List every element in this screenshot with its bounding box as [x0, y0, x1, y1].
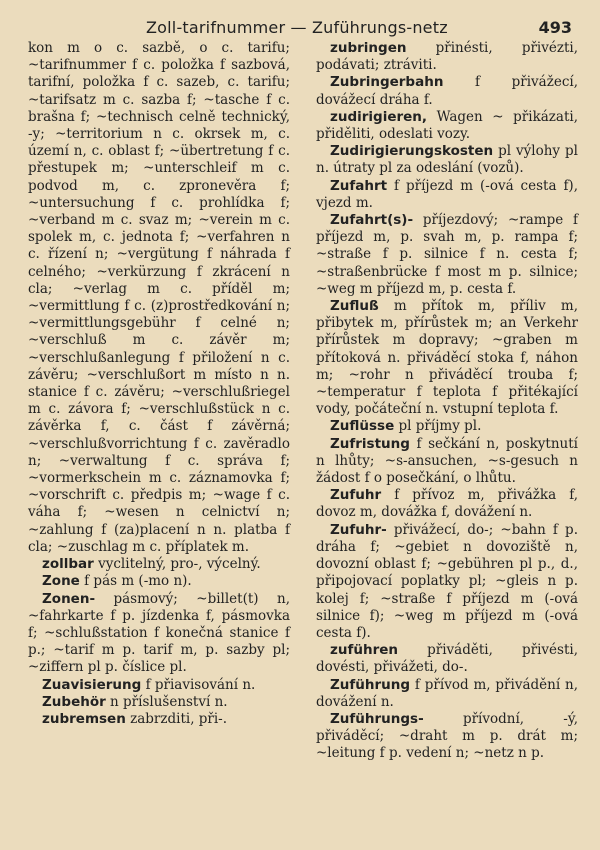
dictionary-entry [28, 711, 290, 728]
entry-text: přivážecí, do-; ~bahn f p. dráha f; ~gebiet n dovoziště n, dovozní oblast f; ~gebühren pl p., d., připojovací poplatky pl; ~gleis n p. kolej f; ~straße f příjezd m (-ová silnice f); ~weg m příjezd m (-ová cesta f). [316, 521, 578, 641]
right-column [316, 40, 578, 763]
entry-text: přívodní, -ý, přiváděcí; ~draht m p. drát m; ~leitung f p. vedení n; ~netz n p. [316, 710, 578, 762]
entry-text: f sečkání n, poskytnutí n lhůty; ~s-ansuchen, ~s-gesuch n žádost f o posečkání, o lhůtu. [316, 435, 578, 487]
entry-text: pásmový; ~billet(t) n, ~fahrkarte f p. jízdenka f, pásmovka f; ~schlußstation f konečná stanice f p.; ~tarif m p. tarif m, p. sazby pl; ~ziffern pl p. číslice pl. [28, 590, 290, 676]
entry-headword: zudirigieren, [330, 108, 428, 125]
entry-headword: Zuführung [330, 676, 411, 693]
page-number: 493 [538, 18, 572, 37]
dictionary-entry [316, 40, 578, 74]
entry-text: f pás m (-mo n). [79, 573, 192, 590]
entry-headword: Zufuhr- [330, 521, 387, 538]
entry-headword: Zufahrt(s)- [330, 212, 414, 229]
entry-headword: zubremsen [42, 710, 126, 727]
entry-text: f přiavisování n. [141, 676, 256, 693]
dictionary-entry [316, 522, 578, 642]
entry-text: f příjezd m (-ová cesta f), vjezd m. [316, 177, 578, 211]
entry-text: n příslušenství n. [105, 693, 228, 710]
entry-text: vyclitelný, pro-, výcelný. [93, 556, 261, 573]
entry-headword: Zubringerbahn [330, 74, 444, 91]
dictionary-entry [28, 677, 290, 694]
entry-headword: Zufuhr [330, 487, 382, 504]
entry-text: f přivážecí, dovážecí dráha f. [316, 74, 578, 108]
entry-headword: zubringen [330, 40, 407, 56]
left-column [28, 40, 290, 763]
dictionary-entry [316, 711, 578, 763]
entry-text: příjezdový; ~rampe f příjezd m, p. svah m, p. rampa f; ~straße f p. silnice f n. cesta f; ~straßenbrücke f most m p. silnice; ~weg m příjezd m, p. cesta f. [316, 212, 578, 297]
entry-text: kon m o c. sazbě, o c. tarifu; ~tarifnummer f c. položka f sazbová, tarifní, položka f c. sazeb, c. tarifu; ~tarifsatz m c. sazba f; ~tasche f c. brašna f; ~technisch celně technický, -y; ~territorium n c. okrsek m, c. území n, c. oblast f; ~übertretung f c. přestupek m; ~unterschleif m c. podvod m, c. zpronevěra f; ~untersuchung f c. prohlídka f; ~verband m c. svaz m; ~verein m c. spolek m, c. jednota f; ~verfahren n c. řízení n; ~vergütung f náhrada f celného; ~verkürzung f zkrácení n cla; ~verlag m c. příděl m; ~vermittlung f c. (z)prostředkování n; ~vermittlungsgebühr f celné n; ~verschluß m c. závěr m; ~verschlußanlegung f přiložení n c. závěru; ~verschlußort m místo n n. stanice f c. závěru; ~verschlußriegel m c. závora f; ~verschlußstück n c. závěrka f, c. část f závěrná; ~verschlußvorrichtung f c. zavěradlo n; ~verwaltung f c. správa f; ~vormerkschein m c. záznamovka f; ~vorschrift c. předpis m; ~wage f c. váha f; ~wesen n celnictví n; ~zahlung f (za)placení n n. platba f cla; ~zuschlag m c. příplatek m. [28, 40, 290, 555]
dictionary-entry [316, 487, 578, 521]
entry-headword: Zone [42, 573, 80, 590]
dictionary-entry [28, 40, 290, 556]
entry-headword: Zudirigierungskosten [330, 143, 494, 160]
entry-headword: Zufluß [330, 298, 379, 315]
entry-headword: Zuflüsse [330, 418, 395, 435]
entry-headword: Zufahrt [330, 177, 388, 194]
page-header [28, 10, 578, 40]
entry-headword: zollbar [42, 556, 94, 573]
entry-headword: zuführen [330, 642, 398, 659]
running-title: Zoll-tarifnummer — Zuführungs-netz [146, 18, 448, 37]
dictionary-entry [28, 591, 290, 677]
dictionary-entry [28, 556, 290, 573]
dictionary-entry [316, 642, 578, 676]
entry-headword: Zuführungs- [330, 710, 424, 727]
dictionary-entry [316, 109, 578, 143]
entry-text: pl výlohy pl n. útraty pl za odeslání (vozů). [316, 143, 578, 177]
entry-text: f přívod m, přivádění n, dovážení n. [316, 676, 578, 710]
dictionary-entry [316, 436, 578, 488]
dictionary-entry [28, 573, 290, 590]
entry-text: f přívoz m, přivážka f, dovoz m, dovážka f, dovážení n. [316, 487, 578, 521]
entry-text: přinésti, přivézti, podávati; ztráviti. [316, 40, 578, 74]
dictionary-entry [28, 694, 290, 711]
dictionary-entry [316, 212, 578, 298]
entry-headword: Zuavisierung [42, 676, 142, 693]
entry-headword: Zonen- [42, 590, 96, 607]
dictionary-entry [316, 178, 578, 212]
dictionary-entry [316, 74, 578, 108]
dictionary-entry [316, 677, 578, 711]
entry-text: pl příjmy pl. [394, 418, 482, 435]
entry-text: přiváděti, přivésti, dovésti, přivážeti, do-. [316, 642, 578, 676]
entry-text: Wagen ~ přikázati, přiděliti, odeslati vozy. [316, 108, 578, 143]
dictionary-entry [316, 298, 578, 418]
entry-text: zabrzditi, při-. [125, 710, 228, 727]
entry-text: m přítok m, příliv m, přibytek m, přírůstek m; an Verkehr přírůstek m dopravy; ~graben m přítoková n. přiváděcí stoka f, náhon m; ~rohr n přiváděcí trouba f; ~temperatur f teplota f přitékající vody, počáteční n. vstupní teplota f. [316, 298, 578, 418]
columns [28, 40, 578, 763]
entry-headword: Zubehör [42, 693, 106, 710]
dictionary-entry [316, 418, 578, 435]
dictionary-entry [316, 143, 578, 177]
entry-headword: Zufristung [330, 435, 410, 452]
